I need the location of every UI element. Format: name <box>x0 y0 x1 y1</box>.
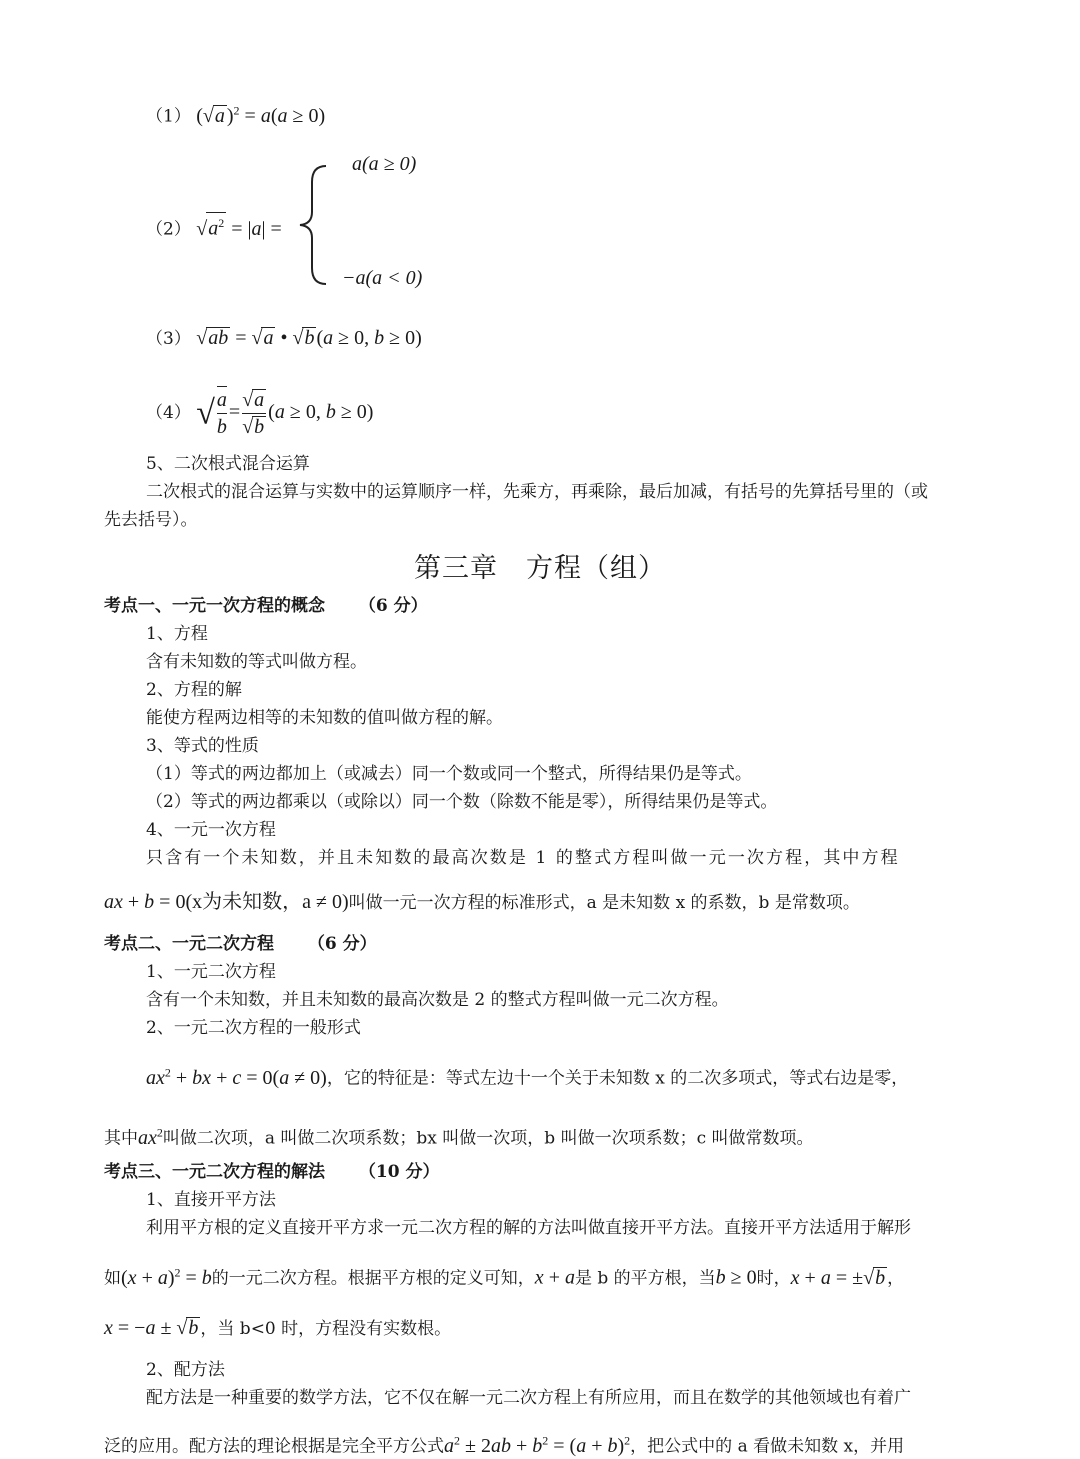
kp1-s1-text: 含有未知数的等式叫做方程。 <box>146 652 367 672</box>
kp2-s2-text-1-rest: ，它的特征是：等式左边十一个关于未知数 x 的二次多项式，等式右边是零， <box>326 1068 909 1089</box>
kp1-s3-heading: 3、等式的性质 <box>146 736 259 756</box>
kp3-s1-text-2c: 是 b 的平方根，当 <box>574 1268 716 1289</box>
rule-3-label: （3） <box>146 329 191 349</box>
mixed-ops-text-2: 先去括号）。 <box>104 510 198 530</box>
kp2-s2-text-1 <box>146 1060 908 1091</box>
kp1-score: （6 分） <box>358 596 428 616</box>
kp1-s4-text-1: 只含有一个未知数，并且未知数的最高次数是 1 的整式方程叫做一元一次方程，其中方程 <box>146 848 900 868</box>
rule-1 <box>146 98 325 129</box>
quadratic-general-formula: $ax^2$ + bx + c = 0(a ≠ 0) <box>146 1065 327 1089</box>
kp3-s1-text-2a: 如 <box>104 1268 121 1289</box>
x-solution: x = −a ± √b <box>104 1317 199 1339</box>
kp1-title-text: 考点一、一元一次方程的概念 <box>104 596 325 616</box>
linear-eq-formula: ax + b = 0(x为未知数，a ≠ 0) <box>104 891 349 913</box>
rule-2-formula: $√a^2 = |a|$ = <box>196 218 282 240</box>
rule-2-case-positive: a(a ≥ 0) <box>352 153 417 175</box>
rule-4-label: （4） <box>146 403 191 423</box>
kp3-s2-text-1: 配方法是一种重要的数学方法，它不仅在解一元二次方程上有所应用，而且在数学的其他领域也有着广 <box>146 1388 911 1408</box>
kp3-s2-text-2a: 泛的应用。配方法的理论根据是完全平方公式 <box>104 1436 444 1457</box>
rule-2-label: （2） <box>146 219 191 240</box>
kp1-s2-heading: 2、方程的解 <box>146 680 242 700</box>
mixed-ops-heading: 5、二次根式混合运算 <box>146 454 310 474</box>
rule-4-formula: √ $\frac{a}{b}$ = $\frac{√a}{√b}$ (a ≥ 0, b ≥ 0) <box>196 401 373 423</box>
kp2-s1-text: 含有一个未知数，并且未知数的最高次数是 2 的整式方程叫做一元二次方程。 <box>146 990 729 1010</box>
kp2-s2-text-2b: 叫做二次项，a 叫做二次项系数；bx 叫做一次项，b 叫做一次项系数；c 叫做常数项。 <box>162 1128 814 1149</box>
kp1-s2-text: 能使方程两边相等的未知数的值叫做方程的解。 <box>146 708 503 728</box>
square-form-formula: $(x + a)^2 = b$ <box>121 1265 212 1289</box>
kp3-title-text: 考点三、一元二次方程的解法 <box>104 1162 325 1182</box>
kp1-s1-heading: 1、方程 <box>146 624 208 644</box>
rule-3-formula: √ab = √a • √b (a ≥ 0, b ≥ 0) <box>196 327 422 349</box>
rule-2 <box>146 212 282 242</box>
kp3-s2-text-2b: ，把公式中的 a 看做未知数 x，并用 <box>630 1436 905 1457</box>
perfect-square-formula: $a^2 \pm 2ab + b^2 = (a + b)^2$ <box>444 1433 631 1457</box>
kp2-score: （6 分） <box>307 934 377 954</box>
kp3-s1-text-2: 如$(x + a)^2 = b$的一元二次方程。根据平方根的定义可知，x + a是 b 的平方根，当b ≥ 0时，x + a = ±√b ， <box>104 1265 905 1289</box>
rule-1-formula: (√a )$^2$ = a(a ≥ 0) <box>196 103 326 127</box>
kp3-s1-text-3 <box>104 1316 451 1341</box>
kp3-title <box>104 1160 440 1184</box>
rule-3 <box>146 326 422 351</box>
kp1-s4-text-2 <box>104 890 860 915</box>
x-plus-a-root: x + a = ±√b <box>790 1266 886 1289</box>
kp2-s2-heading: 2、一元二次方程的一般形式 <box>146 1018 361 1038</box>
kp3-s1-heading: 1、直接开平方法 <box>146 1190 276 1210</box>
kp2-s2-text-2 <box>104 1120 814 1151</box>
chapter-title: 第三章 方程（组） <box>414 553 666 584</box>
rule-2-case-negative: −a(a < 0) <box>342 267 423 289</box>
kp2-title-text: 考点二、一元二次方程 <box>104 934 274 954</box>
kp3-s2-heading: 2、配方法 <box>146 1360 225 1380</box>
rule-4 <box>146 382 373 443</box>
kp3-s2-text-2 <box>104 1428 904 1459</box>
b-nonneg: b ≥ 0 <box>715 1266 757 1289</box>
kp3-s1-text-2b: 的一元二次方程。根据平方根的定义可知， <box>211 1268 535 1289</box>
kp3-score: （10 分） <box>358 1162 440 1182</box>
x-plus-a: x + a <box>534 1266 575 1289</box>
kp1-s3-p1: （1）等式的两边都加上（或减去）同一个数或同一个整式，所得结果仍是等式。 <box>146 764 752 784</box>
kp3-s1-text-3-rest: ，当 b<0 时，方程没有实数根。 <box>200 1319 452 1339</box>
kp1-s4-heading: 4、一元一次方程 <box>146 820 276 840</box>
kp2-title <box>104 932 377 956</box>
kp1-title <box>104 594 428 618</box>
rule-1-label: （1） <box>146 106 191 127</box>
kp2-s2-text-2a: 其中 <box>104 1128 138 1149</box>
kp2-s1-heading: 1、一元二次方程 <box>146 962 276 982</box>
kp3-s1-text-1: 利用平方根的定义直接开平方求一元二次方程的解的方法叫做直接开平方法。直接开平方法适用于解形 <box>146 1218 911 1238</box>
kp1-s3-p2: （2）等式的两边都乘以（或除以）同一个数（除数不能是零），所得结果仍是等式。 <box>146 792 778 812</box>
kp3-s1-text-2d: 时， <box>756 1268 791 1289</box>
ax2-term: $ax^2$ <box>138 1125 163 1149</box>
kp1-s4-text-2-rest: 叫做一元一次方程的标准形式，a 是未知数 x 的系数，b 是常数项。 <box>348 893 860 913</box>
brace-icon <box>296 160 336 290</box>
mixed-ops-text-1: 二次根式的混合运算与实数中的运算顺序一样，先乘方，再乘除，最后加减，有括号的先算括号里的（或 <box>146 482 928 502</box>
